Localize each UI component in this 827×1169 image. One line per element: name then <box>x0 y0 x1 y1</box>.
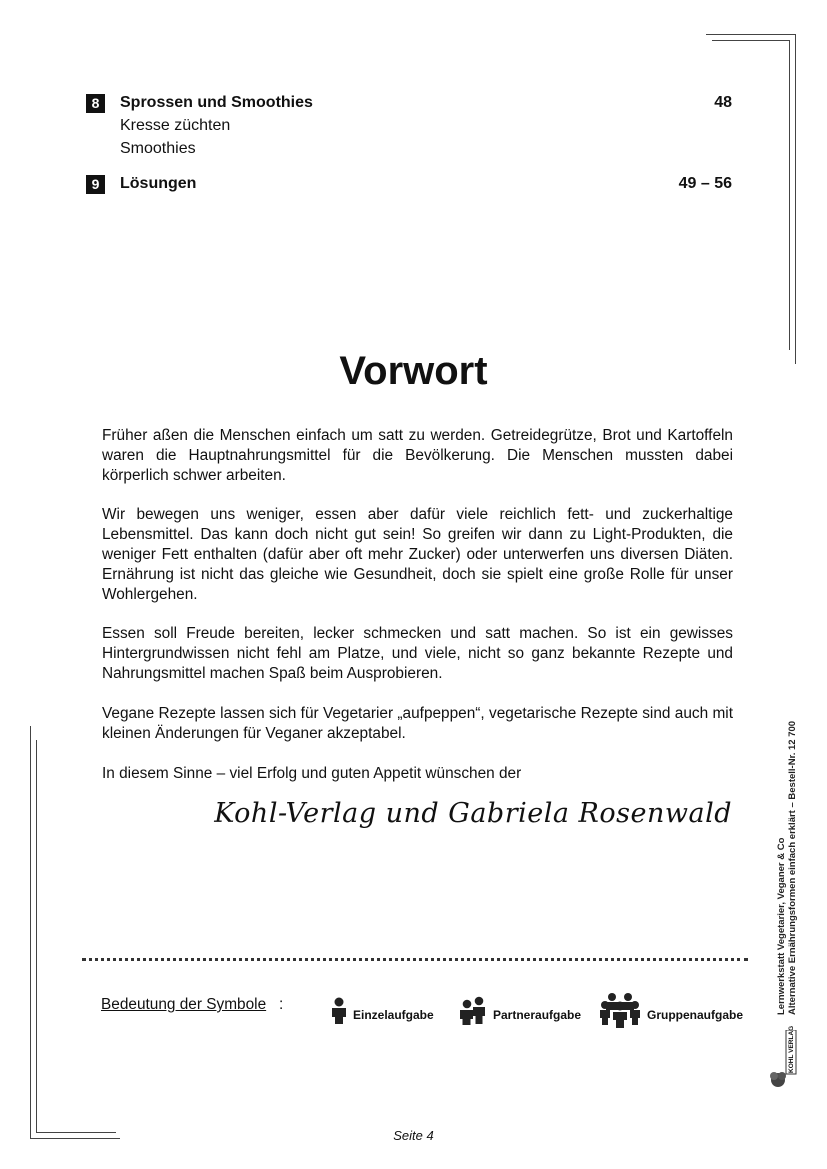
toc-page: 48 <box>714 94 732 111</box>
preface-paragraph-4: Vegane Rezepte lassen sich für Vegetarier „aufpeppen“, vegetarische Rezepte sind auch mit kleinen Änderungen für Veganer akzeptabel. <box>102 705 733 742</box>
frame-top-right-v2 <box>789 40 790 350</box>
frame-top-right-h <box>706 34 796 35</box>
single-person-icon <box>330 997 348 1025</box>
page-number: Seite 4 <box>393 1128 434 1143</box>
signature: Kohl-Verlag und Gabriela Rosenwald <box>214 798 732 829</box>
preface-title: Vorwort <box>339 349 488 393</box>
toc-page: 49 – 56 <box>678 175 732 192</box>
toc-subitem: Kresse züchten <box>120 117 231 134</box>
legend-label: Bedeutung der Symbole <box>101 996 267 1013</box>
frame-bottom-left-v <box>30 726 31 1138</box>
symbol-label-partner: Partneraufgabe <box>493 1008 582 1022</box>
legend-colon: : <box>279 996 284 1013</box>
toc-title: Sprossen und Smoothies <box>120 94 313 111</box>
preface-paragraph-3: Essen soll Freude bereiten, lecker schmecken und satt machen. So ist ein gewisses Hintergrundwissen nicht fehl am Platze, und viele, nicht so ganz bekannte Rezepte und Nahrungsmittel machen Spaß beim Ausprobieren. <box>102 625 733 682</box>
frame-top-right-h2 <box>712 40 790 41</box>
side-line-1: Lernwerkstatt Vegetarier, Veganer & Co <box>776 837 787 1015</box>
preface-paragraph-2: Wir bewegen uns weniger, essen aber dafür viele reichlich fett- und zuckerhaltige Lebensmittel. Das kann doch nicht gut sein! So greifen wir dann zu Light-Produkten, die weniger Fett enthalten (dafür aber oft mehr Zucker) oder unterwerfen uns diversen Diäten. Ernährung ist nicht das gleiche wie Gesundheit, doch sie spielt eine große Rolle für unser Wohlergehen. <box>102 506 733 603</box>
frame-bottom-left-v2 <box>36 740 37 1132</box>
symbol-label-single: Einzelaufgabe <box>353 1008 434 1022</box>
publisher-logo <box>766 1025 800 1092</box>
frame-top-right-v <box>795 34 796 364</box>
two-persons-icon <box>459 996 487 1026</box>
toc-title: Lösungen <box>120 175 197 192</box>
divider <box>82 958 748 961</box>
logo-text: KOHL VERLAG <box>788 1025 795 1073</box>
preface-paragraph-5: In diesem Sinne – viel Erfolg und guten Appetit wünschen der <box>102 765 522 782</box>
group-icon <box>600 992 640 1028</box>
side-publisher-text <box>776 721 798 1015</box>
side-line-2: Alternative Ernährungsformen einfach erklärt – Bestell-Nr. 12 700 <box>787 720 798 1015</box>
symbol-label-group: Gruppenaufgabe <box>647 1008 744 1022</box>
toc-number-9: 9 <box>86 175 105 194</box>
preface-paragraph-1: Früher aßen die Menschen einfach um satt zu werden. Getreidegrütze, Brot und Kartoffeln waren die Hauptnahrungsmittel für die Bevölkerung. Die Menschen mussten dabei körperlich schwer arbeiten. <box>102 427 733 484</box>
toc-subitem: Smoothies <box>120 140 196 157</box>
toc-number-8: 8 <box>86 94 105 113</box>
